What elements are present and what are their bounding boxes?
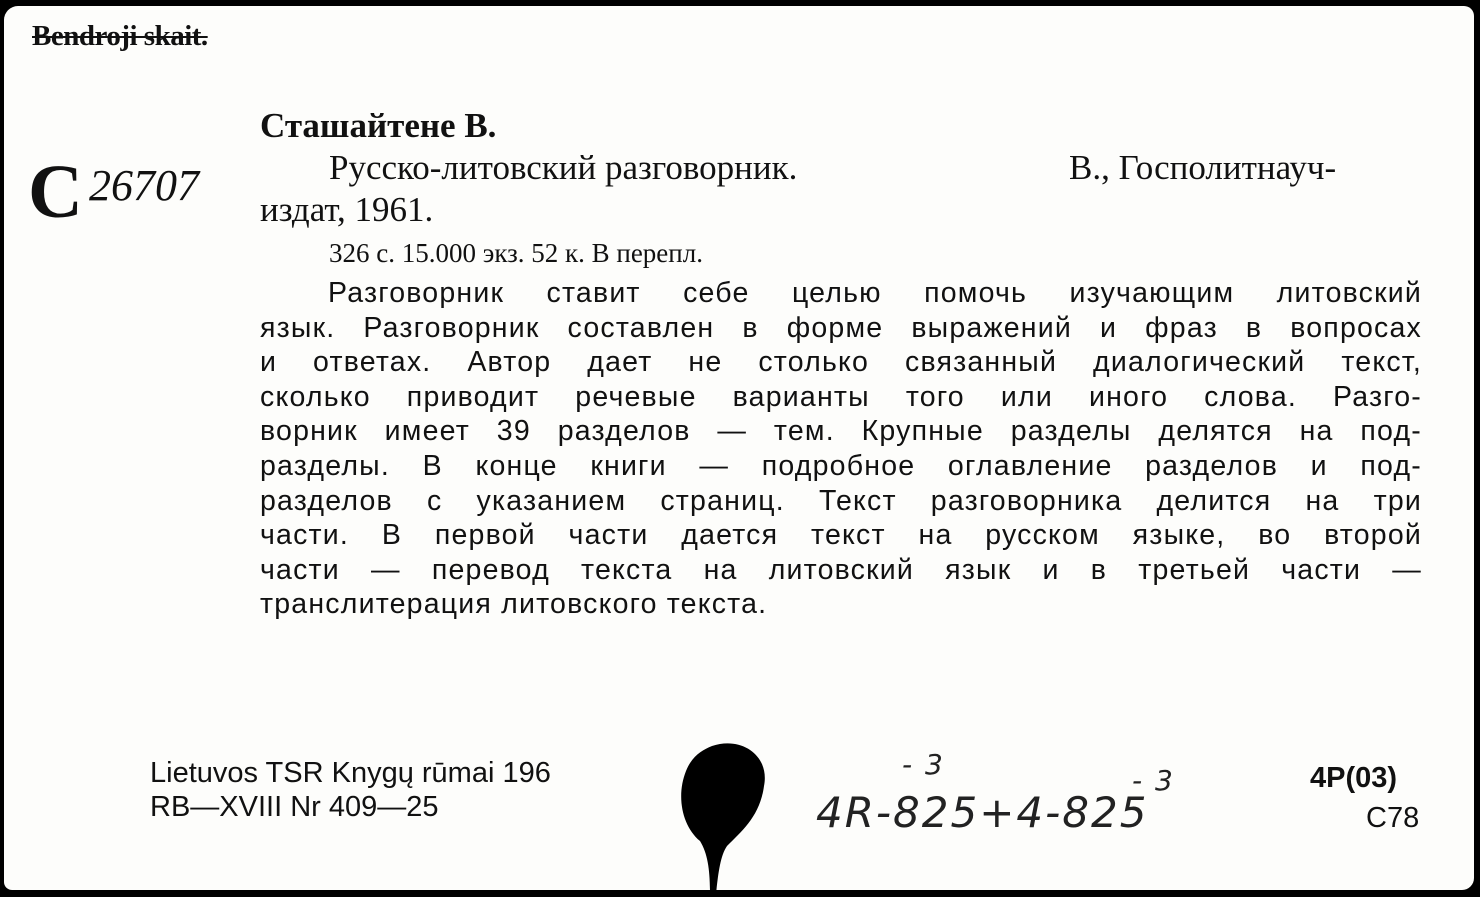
- catalog-card: [4, 6, 1474, 890]
- handwritten-shelf-note: 4R-825+4-825: [816, 788, 1149, 837]
- publisher-line2: RB—XVIII Nr 409—25: [150, 791, 439, 823]
- annotation-line: язык. Разговорник составлен в форме выражений и фраз в вопросах: [260, 311, 1422, 344]
- annotation-line: транслитерация литовского текста.: [260, 588, 768, 621]
- title-imprint: В., Госполитнауч-: [1069, 148, 1337, 187]
- publisher-line1: Lietuvos TSR Knygų rūmai 196: [150, 757, 551, 789]
- header-stamp: Bendroji skait.: [32, 20, 208, 52]
- annotation-line: разделов с указанием страниц. Текст разговорника делится на три: [260, 484, 1422, 517]
- classification-code: 4P(03): [1310, 762, 1398, 794]
- annotation-line: сколько приводит речевые варианты того или иного слова. Разго-: [260, 380, 1422, 413]
- classification-code-2: C78: [1366, 802, 1420, 834]
- annotation-line: разделы. В конце книги — подробное оглавление разделов и под-: [260, 449, 1422, 482]
- annotation-line: Разговорник ставит себе целью помочь изучающим литовский: [328, 277, 1422, 309]
- call-letter: C: [28, 150, 83, 234]
- annotation-line: части — перевод текста на литовский язык и в третьей части —: [260, 553, 1422, 586]
- annotation-line: ворник имеет 39 разделов — тем. Крупные разделы делятся на под-: [260, 415, 1422, 448]
- annotation-line: и ответах. Автор дает не столько связанный диалогический текст,: [260, 346, 1422, 379]
- handwritten-note-top1: - 3: [902, 748, 945, 781]
- title-line1: Русско-литовский разговорник.: [329, 148, 798, 187]
- ink-blot-icon: [672, 736, 782, 890]
- annotation-line: части. В первой части дается текст на русском языке, во второй: [260, 519, 1422, 552]
- annotation: [260, 276, 1422, 622]
- handwritten-note-top2: - 3: [1132, 764, 1175, 797]
- author: Сташайтене В.: [260, 106, 497, 145]
- physical-details: 326 с. 15.000 экз. 52 к. В перепл.: [329, 238, 703, 268]
- call-number: 26707: [89, 161, 199, 210]
- title-line2: издат, 1961.: [260, 190, 434, 229]
